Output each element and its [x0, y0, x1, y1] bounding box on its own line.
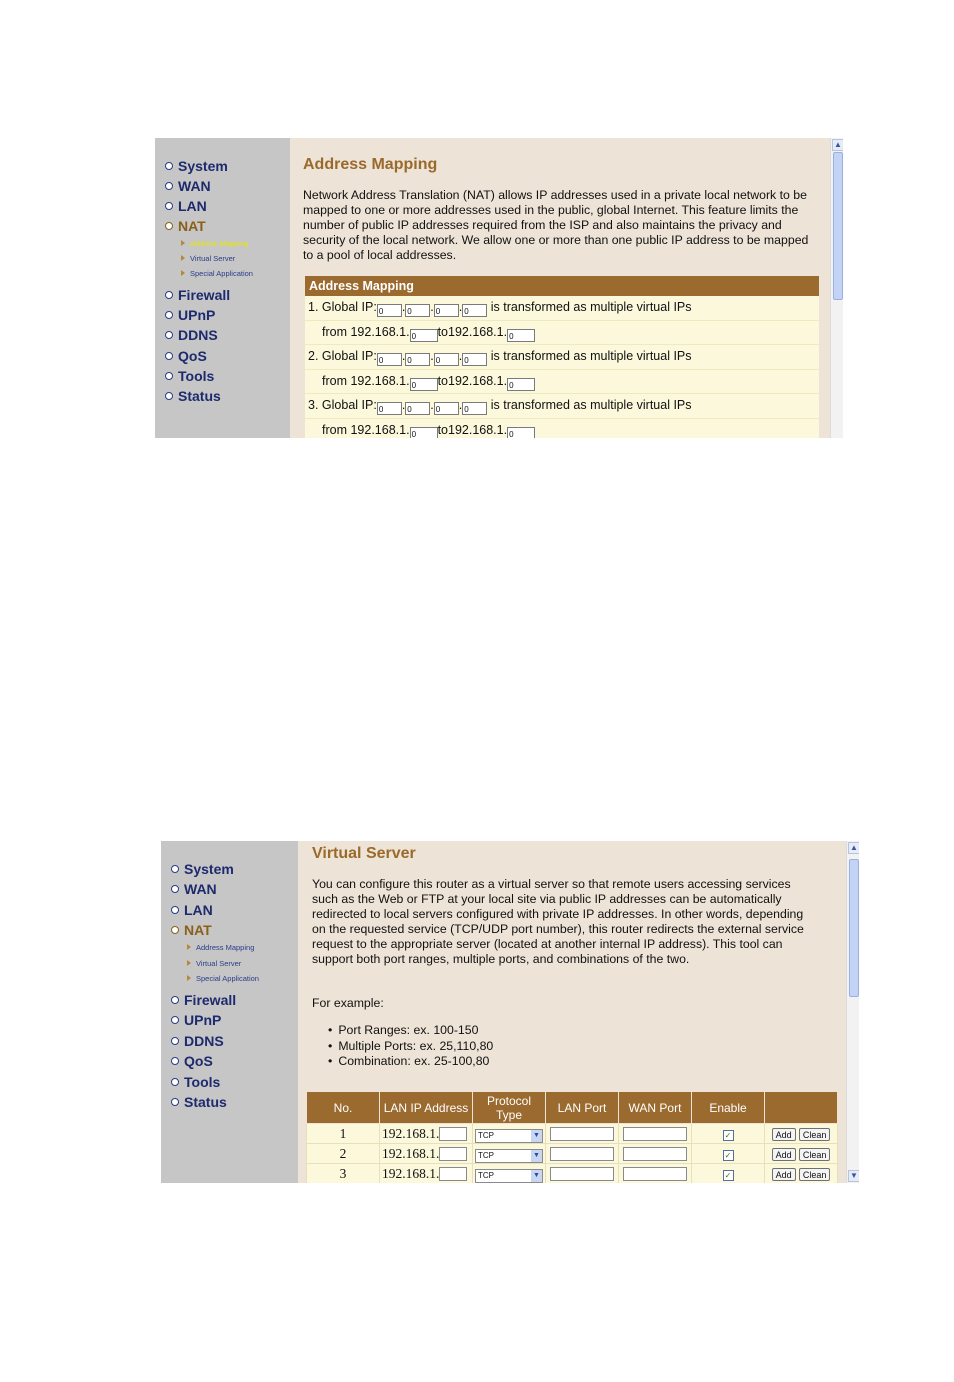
table-row: 1. Global IP: 0 . 0 . 0 . 0 is transformed as multiple virtual IPs — [305, 296, 819, 321]
sidebar-item-firewall[interactable]: Firewall — [171, 992, 236, 1012]
add-button[interactable]: Add — [772, 1168, 796, 1181]
global-ip-octet-3-input[interactable]: 0 — [434, 304, 459, 317]
chevron-down-icon: ▼ — [531, 1130, 542, 1142]
wan-port-cell — [619, 1124, 692, 1144]
sidebar-item-status[interactable]: Status — [165, 388, 221, 408]
sidebar-item-system[interactable]: System — [171, 861, 234, 881]
chevron-down-icon: ▼ — [531, 1150, 542, 1162]
add-button[interactable]: Add — [772, 1128, 796, 1141]
vertical-scrollbar[interactable] — [830, 138, 843, 438]
circle-icon — [165, 291, 173, 299]
enable-cell — [692, 1164, 765, 1184]
lan-ip-input[interactable] — [439, 1127, 467, 1141]
main-content — [290, 138, 831, 438]
list-item: • Combination: ex. 25-100,80 — [328, 1054, 493, 1070]
page-description: You can configure this router as a virtual server so that remote users accessing services such as the Web or FTP at your local site via public IP addresses can be automatically redirected to local servers configured with private IP addresses. In other words, depending on the requested service (TCP/UDP port number), this router redirects the external service request to the appropriate server (located at another internal IP address). This tool can support both port ranges, multiple ports, and combinations of the two. — [312, 877, 804, 967]
sidebar-item-lan[interactable]: LAN — [165, 198, 207, 218]
actions-cell — [765, 1144, 838, 1164]
protocol-select[interactable]: TCP ▼ — [475, 1129, 543, 1143]
sidebar-subitem-address-mapping[interactable]: Address Mapping — [181, 239, 248, 251]
sidebar-item-tools[interactable]: Tools — [165, 368, 214, 388]
column-header-no: No. — [307, 1092, 380, 1124]
table-row — [307, 1164, 838, 1184]
circle-icon — [171, 926, 179, 934]
sidebar-subitem-special-application[interactable]: Special Application — [181, 269, 253, 281]
circle-icon — [165, 182, 173, 190]
table-header: Address Mapping — [305, 276, 819, 296]
enable-checkbox[interactable]: ✓ — [723, 1130, 734, 1141]
global-ip-octet-4-input[interactable]: 0 — [462, 304, 487, 317]
add-button[interactable]: Add — [772, 1148, 796, 1161]
to-ip-input[interactable]: 0 — [507, 329, 535, 342]
circle-icon — [165, 202, 173, 210]
sidebar-item-system[interactable]: System — [165, 158, 228, 178]
row-number: 1 — [307, 1124, 380, 1144]
sidebar-item-wan[interactable]: WAN — [171, 881, 217, 901]
triangle-right-icon — [187, 944, 191, 950]
sidebar-subitem-virtual-server[interactable]: Virtual Server — [187, 959, 241, 971]
to-ip-input[interactable]: 0 — [507, 427, 535, 439]
table-header-row — [307, 1092, 838, 1124]
global-ip-octet-1-input[interactable]: 0 — [377, 402, 402, 415]
wan-port-input[interactable] — [623, 1167, 687, 1181]
virtual-server-screenshot — [161, 841, 859, 1183]
circle-icon — [165, 222, 173, 230]
sidebar-item-status[interactable]: Status — [171, 1094, 227, 1114]
wan-port-input[interactable] — [623, 1127, 687, 1141]
sidebar-subitem-address-mapping[interactable]: Address Mapping — [187, 943, 254, 955]
table-row — [307, 1144, 838, 1164]
protocol-cell — [473, 1164, 546, 1184]
circle-icon — [165, 352, 173, 360]
circle-icon — [171, 1016, 179, 1024]
column-header-lan-ip: LAN IP Address — [380, 1092, 473, 1124]
circle-icon — [171, 996, 179, 1004]
circle-icon — [171, 1057, 179, 1065]
table-row: from 192.168.1. 0 to192.168.1. 0 — [305, 370, 819, 395]
circle-icon — [171, 906, 179, 914]
list-item: • Port Ranges: ex. 100-150 — [328, 1023, 493, 1039]
circle-icon — [165, 392, 173, 400]
scroll-down-icon[interactable]: ▼ — [848, 1170, 859, 1182]
sidebar-subitem-special-application[interactable]: Special Application — [187, 974, 259, 986]
lan-port-cell — [546, 1164, 619, 1184]
protocol-cell — [473, 1124, 546, 1144]
address-mapping-screenshot — [155, 138, 843, 438]
lan-ip-input[interactable] — [439, 1147, 467, 1161]
triangle-right-icon — [181, 255, 185, 261]
example-list — [328, 1023, 493, 1070]
clean-button[interactable]: Clean — [799, 1128, 831, 1141]
circle-icon — [171, 885, 179, 893]
from-ip-input[interactable]: 0 — [410, 329, 438, 342]
from-ip-input[interactable]: 0 — [410, 427, 438, 439]
protocol-cell — [473, 1144, 546, 1164]
clean-button[interactable]: Clean — [799, 1168, 831, 1181]
triangle-right-icon — [181, 240, 185, 246]
table-row: from 192.168.1. 0 to192.168.1. 0 — [305, 321, 819, 346]
circle-icon — [171, 1078, 179, 1086]
sidebar-item-ddns[interactable]: DDNS — [171, 1033, 224, 1053]
to-ip-input[interactable]: 0 — [507, 378, 535, 391]
main-content — [298, 841, 847, 1183]
sidebar-item-qos[interactable]: QoS — [171, 1053, 213, 1073]
sidebar-item-firewall[interactable]: Firewall — [165, 287, 230, 307]
column-header-wan-port: WAN Port — [619, 1092, 692, 1124]
protocol-select[interactable]: TCP ▼ — [475, 1149, 543, 1163]
column-header-protocol: Protocol Type — [473, 1092, 546, 1124]
wan-port-input[interactable] — [623, 1147, 687, 1161]
global-ip-octet-2-input[interactable]: 0 — [405, 402, 430, 415]
lan-ip-input[interactable] — [439, 1167, 467, 1181]
global-ip-octet-2-input[interactable]: 0 — [405, 304, 430, 317]
page-title: Virtual Server — [312, 845, 416, 862]
global-ip-octet-1-input[interactable]: 0 — [377, 353, 402, 366]
list-item: • Multiple Ports: ex. 25,110,80 — [328, 1039, 493, 1055]
sidebar-item-qos[interactable]: QoS — [165, 348, 207, 368]
sidebar-item-nat[interactable]: NAT — [171, 922, 212, 942]
triangle-right-icon — [181, 270, 185, 276]
circle-icon — [165, 372, 173, 380]
lan-ip-cell: 192.168.1. — [380, 1164, 473, 1184]
global-ip-octet-3-input[interactable]: 0 — [434, 402, 459, 415]
global-ip-octet-1-input[interactable]: 0 — [377, 304, 402, 317]
global-ip-octet-4-input[interactable]: 0 — [462, 402, 487, 415]
lan-port-input[interactable] — [550, 1127, 614, 1141]
sidebar-item-tools[interactable]: Tools — [171, 1074, 220, 1094]
global-ip-octet-2-input[interactable]: 0 — [405, 353, 430, 366]
scrollbar-thumb[interactable] — [849, 859, 859, 997]
table-row — [307, 1124, 838, 1144]
enable-checkbox[interactable]: ✓ — [723, 1150, 734, 1161]
sidebar-item-ddns[interactable]: DDNS — [165, 327, 218, 347]
protocol-select[interactable]: TCP ▼ — [475, 1169, 543, 1183]
triangle-right-icon — [187, 960, 191, 966]
example-label: For example: — [312, 996, 384, 1010]
table-row: from 192.168.1. 0 to192.168.1. 0 — [305, 419, 819, 439]
table-row: 3. Global IP: 0 . 0 . 0 . 0 is transformed as multiple virtual IPs — [305, 394, 819, 419]
circle-icon — [165, 162, 173, 170]
actions-cell — [765, 1164, 838, 1184]
lan-ip-cell: 192.168.1. — [380, 1124, 473, 1144]
triangle-right-icon — [187, 975, 191, 981]
actions-cell — [765, 1124, 838, 1144]
lan-port-input[interactable] — [550, 1147, 614, 1161]
lan-ip-cell: 192.168.1. — [380, 1144, 473, 1164]
lan-port-cell — [546, 1124, 619, 1144]
chevron-down-icon: ▼ — [531, 1170, 542, 1182]
wan-port-cell — [619, 1164, 692, 1184]
global-ip-octet-4-input[interactable]: 0 — [462, 353, 487, 366]
sidebar — [155, 138, 290, 438]
global-ip-octet-3-input[interactable]: 0 — [434, 353, 459, 366]
enable-cell — [692, 1144, 765, 1164]
circle-icon — [171, 865, 179, 873]
sidebar-subitem-virtual-server[interactable]: Virtual Server — [181, 254, 235, 266]
sidebar-item-lan[interactable]: LAN — [171, 902, 213, 922]
scroll-up-icon[interactable]: ▲ — [832, 139, 843, 151]
address-mapping-table — [305, 276, 819, 438]
column-header-enable: Enable — [692, 1092, 765, 1124]
from-ip-input[interactable]: 0 — [410, 378, 438, 391]
page-title: Address Mapping — [303, 156, 438, 173]
enable-checkbox[interactable]: ✓ — [723, 1170, 734, 1181]
column-header-actions — [765, 1092, 838, 1124]
table-row: 2. Global IP: 0 . 0 . 0 . 0 is transformed as multiple virtual IPs — [305, 345, 819, 370]
sidebar-item-upnp[interactable]: UPnP — [165, 307, 215, 327]
clean-button[interactable]: Clean — [799, 1148, 831, 1161]
page-description: Network Address Translation (NAT) allows IP addresses used in a private local network to be mapped to one or more addresses used in the public, global Internet. This feature limits the number of public IP addresses required from the ISP and also maintains the privacy and security of the local network. We allow one or more than one public IP address to be mapped to a pool of local addresses. — [303, 188, 809, 263]
virtual-server-table — [306, 1091, 838, 1183]
circle-icon — [165, 311, 173, 319]
lan-port-cell — [546, 1144, 619, 1164]
sidebar-item-wan[interactable]: WAN — [165, 178, 211, 198]
sidebar-item-upnp[interactable]: UPnP — [171, 1012, 221, 1032]
row-number: 2 — [307, 1144, 380, 1164]
lan-port-input[interactable] — [550, 1167, 614, 1181]
circle-icon — [165, 331, 173, 339]
enable-cell — [692, 1124, 765, 1144]
circle-icon — [171, 1098, 179, 1106]
sidebar-item-nat[interactable]: NAT — [165, 218, 206, 238]
row-number: 3 — [307, 1164, 380, 1184]
column-header-lan-port: LAN Port — [546, 1092, 619, 1124]
circle-icon — [171, 1037, 179, 1045]
wan-port-cell — [619, 1144, 692, 1164]
scroll-up-icon[interactable]: ▲ — [848, 842, 859, 854]
sidebar — [161, 841, 298, 1183]
scrollbar-thumb[interactable] — [833, 152, 843, 300]
vertical-scrollbar[interactable] — [846, 841, 859, 1183]
